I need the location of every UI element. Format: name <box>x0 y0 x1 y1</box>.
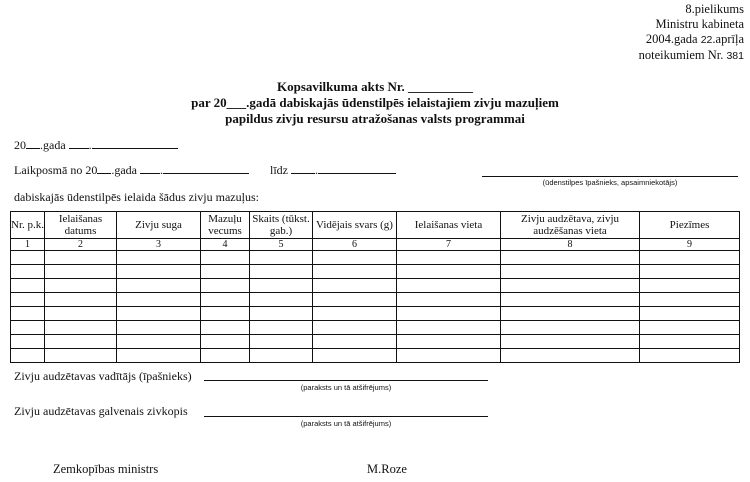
table-cell[interactable] <box>313 321 397 335</box>
table-cell[interactable] <box>501 321 640 335</box>
annex-date-prefix: 2004.gada <box>645 32 701 46</box>
table-row <box>11 321 740 335</box>
annex-issuer: Ministru kabineta <box>655 17 744 31</box>
period-until: līdz <box>269 163 288 177</box>
annex-regulation-number: 381 <box>726 50 744 62</box>
table-row <box>11 251 740 265</box>
column-number: 5 <box>250 239 313 251</box>
table-cell[interactable] <box>11 265 45 279</box>
title-line-2: par 20___.gadā dabiskajās ūdenstilpēs ielaistajiem zivju mazuļiem <box>191 95 559 110</box>
document-title <box>0 79 750 127</box>
fish-release-table <box>10 211 740 363</box>
header-cell: Vidējais svars (g) <box>313 212 397 239</box>
table-cell[interactable] <box>501 307 640 321</box>
table-cell[interactable] <box>201 265 250 279</box>
manager-signature-caption: (paraksts un tā atšifrējums) <box>300 383 392 392</box>
table-cell[interactable] <box>250 265 313 279</box>
table-cell[interactable] <box>117 349 201 363</box>
owner-caption: (ūdenstilpes īpašnieks, apsaimniekotājs) <box>542 178 678 187</box>
table-row <box>11 279 740 293</box>
period-line: Laikposmā no 20 .gada . līdz . <box>14 162 396 178</box>
table-cell[interactable] <box>640 251 740 265</box>
column-number: 1 <box>11 239 45 251</box>
column-number: 8 <box>501 239 640 251</box>
column-number: 6 <box>313 239 397 251</box>
table-cell[interactable] <box>201 293 250 307</box>
table-cell[interactable] <box>117 321 201 335</box>
column-number: 2 <box>45 239 117 251</box>
table-cell[interactable] <box>640 279 740 293</box>
table-cell[interactable] <box>11 251 45 265</box>
table-cell[interactable] <box>313 335 397 349</box>
table-cell[interactable] <box>640 293 740 307</box>
table-cell[interactable] <box>501 265 640 279</box>
header-cell: Zivju audzētava, zivju audzēšanas vieta <box>501 212 640 239</box>
annex-date <box>639 32 744 48</box>
table-row <box>11 307 740 321</box>
table-cell[interactable] <box>45 279 117 293</box>
year-blank[interactable] <box>26 137 40 149</box>
table-cell[interactable] <box>501 293 640 307</box>
table-cell[interactable] <box>397 293 501 307</box>
table-cell[interactable] <box>201 335 250 349</box>
chief-signature-caption: (paraksts un tā atšifrējums) <box>300 419 392 428</box>
table-header-row <box>11 212 740 239</box>
table-cell[interactable] <box>201 321 250 335</box>
table-cell[interactable] <box>397 335 501 349</box>
table-cell[interactable] <box>117 279 201 293</box>
table-cell[interactable] <box>201 307 250 321</box>
table-row <box>11 335 740 349</box>
table-cell[interactable] <box>117 293 201 307</box>
table-cell[interactable] <box>11 335 45 349</box>
table-cell[interactable] <box>201 251 250 265</box>
table-cell[interactable] <box>250 307 313 321</box>
header-cell: Skaits (tūkst. gab.) <box>250 212 313 239</box>
table-cell[interactable] <box>250 251 313 265</box>
table-cell[interactable] <box>313 265 397 279</box>
table-cell[interactable] <box>201 279 250 293</box>
table-cell[interactable] <box>250 335 313 349</box>
year-prefix: 20 <box>14 138 26 152</box>
table-cell[interactable] <box>397 321 501 335</box>
table-cell[interactable] <box>501 251 640 265</box>
table-cell[interactable] <box>640 321 740 335</box>
manager-label: Zivju audzētavas vadītājs (īpašnieks) <box>14 369 192 383</box>
chief-signature-line[interactable] <box>204 404 488 417</box>
table-cell[interactable] <box>11 349 45 363</box>
table-cell[interactable] <box>640 265 740 279</box>
header-cell: Mazuļu vecums <box>201 212 250 239</box>
table-cell[interactable] <box>117 335 201 349</box>
annex-regulation <box>639 48 744 64</box>
period-day-blank[interactable] <box>140 162 160 174</box>
manager-signature-line[interactable] <box>204 368 488 381</box>
table-cell[interactable] <box>250 293 313 307</box>
minister-title: Zemkopības ministrs <box>53 462 159 476</box>
table-cell[interactable] <box>45 265 117 279</box>
table-cell[interactable] <box>11 293 45 307</box>
year-line: 20 .gada . <box>14 137 178 153</box>
table-cell[interactable] <box>397 349 501 363</box>
table-cell[interactable] <box>397 265 501 279</box>
column-number: 7 <box>397 239 501 251</box>
table-cell[interactable] <box>501 279 640 293</box>
annex-regulation-prefix: noteikumiem Nr. <box>638 48 727 62</box>
table-cell[interactable] <box>45 321 117 335</box>
table-cell[interactable] <box>117 307 201 321</box>
table-cell[interactable] <box>250 279 313 293</box>
header-cell: Zivju suga <box>117 212 201 239</box>
table-cell[interactable] <box>501 335 640 349</box>
period-prefix: Laikposmā no 20 <box>14 163 98 177</box>
header-cell: Ielaišanas datums <box>45 212 117 239</box>
table-cell[interactable] <box>501 349 640 363</box>
table-cell[interactable] <box>313 349 397 363</box>
column-number: 9 <box>640 239 740 251</box>
table-cell[interactable] <box>313 279 397 293</box>
until-month-blank[interactable] <box>318 162 396 174</box>
table-cell[interactable] <box>11 307 45 321</box>
table-cell[interactable] <box>397 279 501 293</box>
year-mid: .gada <box>40 138 66 152</box>
annex-date-day: 22 <box>700 34 713 46</box>
title-line-3: papildus zivju resursu atražošanas valsts programmai <box>225 111 525 126</box>
until-day-blank[interactable] <box>291 162 315 174</box>
header-cell: Ielaišanas vieta <box>397 212 501 239</box>
table-cell[interactable] <box>640 349 740 363</box>
header-cell: Nr. p.k. <box>11 212 45 239</box>
table-cell[interactable] <box>397 251 501 265</box>
table-cell[interactable] <box>45 307 117 321</box>
table-row <box>11 293 740 307</box>
header-cell: Piezīmes <box>640 212 740 239</box>
table-cell[interactable] <box>201 349 250 363</box>
annex-number: 8.pielikums <box>685 2 744 16</box>
column-number: 4 <box>201 239 250 251</box>
table-cell[interactable] <box>45 335 117 349</box>
table-cell[interactable] <box>45 349 117 363</box>
period-year-blank[interactable] <box>97 162 111 174</box>
chief-label: Zivju audzētavas galvenais zivkopis <box>14 404 188 418</box>
table-cell[interactable] <box>397 307 501 321</box>
table-cell[interactable] <box>313 251 397 265</box>
title-line-1: Kopsavilkuma akts Nr. __________ <box>277 79 473 94</box>
annex-date-suffix: .aprīļa <box>712 32 744 46</box>
table-cell[interactable] <box>640 307 740 321</box>
period-mid: .gada <box>111 163 137 177</box>
day-blank[interactable] <box>69 137 89 149</box>
period-month-blank[interactable] <box>163 162 249 174</box>
table-cell[interactable] <box>45 251 117 265</box>
owner-line[interactable] <box>482 164 738 177</box>
table-cell[interactable] <box>640 335 740 349</box>
minister-name: M.Roze <box>367 462 407 476</box>
column-number-row <box>11 239 740 251</box>
table-cell[interactable] <box>313 307 397 321</box>
table-cell[interactable] <box>11 279 45 293</box>
month-blank[interactable] <box>92 137 178 149</box>
column-number: 3 <box>117 239 201 251</box>
table-cell[interactable] <box>117 251 201 265</box>
table-cell[interactable] <box>117 265 201 279</box>
table-cell[interactable] <box>45 293 117 307</box>
table-cell[interactable] <box>313 293 397 307</box>
released-text: dabiskajās ūdenstilpēs ielaida šādus zivju mazuļus: <box>14 190 259 204</box>
table-row <box>11 349 740 363</box>
annex-header <box>639 2 744 64</box>
table-cell[interactable] <box>250 321 313 335</box>
table-cell[interactable] <box>250 349 313 363</box>
table-cell[interactable] <box>11 321 45 335</box>
table-row <box>11 265 740 279</box>
